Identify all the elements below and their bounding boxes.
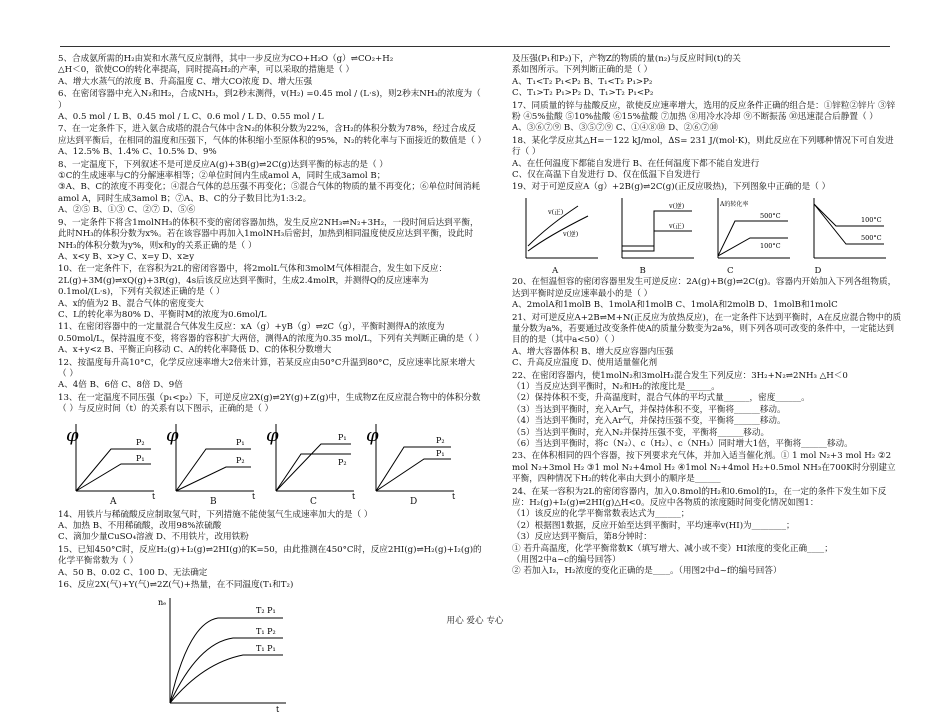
- question-line: （3）当达到平衡时，充入Ar气，并保持体积不变，平衡将______移动。: [512, 404, 786, 415]
- question-line: A、增大容器体积 B、增大反应容器内压强: [512, 346, 674, 357]
- question-line: （6）当达到平衡时，将c（N₂）、c（H₂）、c（NH₃）同时增大1倍，平衡将______移动。: [512, 438, 853, 449]
- question-q24: [512, 487, 902, 578]
- question-q11: [58, 322, 483, 356]
- question-line: 24、在某一容积为2L的密闭容器内，加入0.8mol的H₂和0.6mol的I₂，在一定的条件下发生如下反应：H₂(g)+I₂(g)⇌2HI(g)△H<0。反应中各物质的浓度随时间变化情况如图1：: [512, 486, 887, 508]
- question-line: A、②⑤ B、①③ C、②⑦ D、⑤⑥: [58, 205, 196, 216]
- question-line: ① 若升高温度，化学平衡常数K（填写增大、减小或不变）HI浓度的变化正确____；: [512, 543, 833, 554]
- curve-label-3: T₁ P₁: [256, 644, 276, 654]
- question-q16b: [512, 54, 902, 100]
- question-line: 8、一定温度下，下列叙述不是可逆反应A(g)+3B(g)⇌2C(g)达到平衡的标志的是（ ）: [58, 159, 388, 170]
- question-line: （1）该反应的化学平衡常数表达式为______；: [512, 509, 690, 520]
- question-line: ①C的生成速率与C的分解速率相等；②单位时间内生成amol A，同时生成3amol B；: [58, 171, 386, 182]
- graph-label-bottom: P₁: [436, 448, 445, 458]
- svg-text:φ: φ: [366, 424, 379, 446]
- caption-d: D: [814, 265, 822, 276]
- graph-label-bottom: P₁: [136, 453, 145, 463]
- question-q10: [58, 264, 483, 321]
- question-line: 22、在密闭容器内，使1molN₂和3molH₂混合发生下列反应：3H₂+N₂⇌2NH₃ △H＜0: [512, 370, 848, 381]
- question-q12: [58, 358, 483, 392]
- question-line: C、仅在高温下自发进行 D、仅在低温下自发进行: [512, 170, 701, 181]
- question-q6: [58, 89, 483, 123]
- question-line: A、x<y B、x>y C、x=y D、x≥y: [58, 251, 195, 262]
- q13-graph-c: [266, 419, 356, 507]
- question-line: 10、在一定条件下，在容积为2L的密闭容器中，将2molL气体和3molM气体相混合，发生如下反应：2L(g)+3M(g)⇌xQ(g)+3R(g)，4s后该反应达到平衡时，生成2.4molR，并测得Q的反应速率为0.1mol/(L·s)，下列有关叙述正确的是（ ）: [58, 264, 448, 298]
- header-rule: [60, 46, 890, 47]
- question-line: 12、按温度每升高10°C，化学反应速率增大2倍来计算，若某反应由50°C升温到80°C，反应速率比原来增大（ ）: [58, 357, 475, 379]
- question-line: A、x的值为2 B、混合气体的密度变大: [58, 298, 204, 309]
- svg-text:φ: φ: [66, 424, 79, 446]
- question-line: A、x+y<z B、平衡正向移动 C、A的转化率降低 D、C的体积分数增大: [58, 345, 332, 356]
- graph-label: v(正): [669, 221, 685, 230]
- svg-text:φ: φ: [166, 424, 179, 446]
- question-line: A、增大水蒸气的浓度 B、升高温度 C、增大CO浓度 D、增大压强: [58, 76, 313, 87]
- question-line: 系如图所示。下列判断正确的是（ ）: [512, 65, 653, 76]
- graph-label: 500°C: [760, 211, 781, 220]
- question-q21: [512, 313, 902, 370]
- question-q19: [512, 182, 902, 193]
- svg-text:t: t: [352, 491, 356, 499]
- q16-graph: [158, 593, 288, 713]
- question-line: （用图2中a~c的编号回答）: [512, 555, 621, 566]
- question-line: 16、反应2X(气)+Y(气)⇌2Z(气)+热量，在不同温度(T₁和T₂): [58, 580, 294, 591]
- question-line: 18、某化学反应其△H=－122 kJ/mol，∆S= 231 J/(mol·K)，则此反应在下列哪种情况下可自发进行（ ）: [512, 135, 894, 158]
- right-questions: [512, 54, 902, 194]
- graph-label-top: P₁: [236, 437, 245, 447]
- question-q14: [58, 510, 483, 544]
- question-line: A、在任何温度下都能自发进行 B、在任何温度下都不能自发进行: [512, 158, 760, 169]
- axis-label-y: nₑ: [158, 598, 167, 608]
- q13-graph-a: [66, 419, 156, 507]
- graph-label: v(逆): [563, 229, 579, 238]
- graph-label: 100°C: [760, 241, 781, 250]
- svg-text:t: t: [452, 491, 456, 499]
- question-line: 7、在一定条件下，进入氨合成塔的混合气体中含N₂的体积分数为22%，含H₂的体积分数为78%，经过合成反应达到平衡后，在相同的温度和压强下，气体的体积缩小至原体积的95%，N₂的转化率与下面接近的数值是（ ）: [58, 124, 487, 146]
- question-line: C、T₁>T₂ P₁>P₂ D、T₁>T₂ P₁<P₂: [512, 88, 654, 99]
- question-q18: [512, 136, 902, 182]
- question-line: 21、对可逆反应A+2B⇌M+N(正反应为放热反应)，在一定条件下达到平衡时，A在反应混合物中的质量分数为a%，若要通过改变条件使A的质量分数变为2a%，则下列各项可改变的条件中，一定能达到目的的是（其中a<50）（ ）: [512, 312, 902, 346]
- question-line: 13、在一定温度不同压强（p₁<p₂）下，可逆反应2X(g)⇌2Y(g)+Z(g)中，生成物Z在反应混合物中的体积分数（ ）与反应时间（t）的关系有以下图示，正确的是（ ）: [58, 392, 481, 415]
- svg-text:t: t: [252, 491, 256, 499]
- question-line: ③A、B、C的浓度不再变化；④混合气体的总压强不再变化；⑤混合气体的物质的量不再变化；⑥单位时间消耗amol A，同时生成3amol B；⑦A、B、C的分子数目比为1:3:2。: [58, 182, 481, 204]
- caption-b: B: [639, 265, 646, 276]
- caption-a: A: [552, 265, 559, 276]
- q13-graph-d: [366, 419, 456, 507]
- question-line: 及压强(P₁和P₂)下，产物Z的物质的量(n₂)与反应时间(t)的关: [512, 54, 741, 64]
- svg-text:φ: φ: [266, 424, 279, 446]
- graph-label-bottom: P₂: [236, 455, 245, 465]
- q13-graph-b: [166, 419, 256, 507]
- question-line: A、2molA和1molB B、1molA和1molB C、1molA和2molB D、1molB和1molC: [512, 300, 838, 311]
- question-line: A、T₁<T₂ P₁<P₂ B、T₁<T₂ P₁>P₂: [512, 76, 653, 87]
- question-line: C、升高反应温度 D、使用适量催化剂: [512, 358, 658, 369]
- question-q8: [58, 160, 483, 217]
- question-line: （3）反应达到平衡后，第8分钟时：: [512, 532, 652, 543]
- question-line: 9、一定条件下将含1molNH₃的体积不变的密闭容器加热，发生反应2NH₃⇌N₂+3H₂，一段时间后达到平衡，此时NH₃的体积分数为x%。若在该容器中再加入1molNH₃后密封，加热到相同温度使反应达到平衡，设此时NH₃的体积分数为y%，则x和y的关系正确的是（ ）: [58, 217, 479, 251]
- right-column: [512, 54, 902, 579]
- question-line: A、50 B、0.02 C、100 D、无法确定: [58, 567, 208, 578]
- graph-label: 500°C: [861, 233, 882, 242]
- question-line: （5）当达到平衡时，充入N₂并保持压强不变，平衡将______移动。: [512, 427, 770, 438]
- question-line: ② 若加入I₂，H₂浓度的变化正确的是____。（用图2中d~f的编号回答）: [512, 566, 782, 577]
- question-line: （2）根据图1数据，反应开始至达到平衡时，平均速率v(HI)为________；: [512, 520, 795, 531]
- question-line: 19、对于可逆反应A（g）+2B(g)⇌2C(g)(正反应吸热)，下列图象中正确的是（ ）: [512, 182, 831, 193]
- right-questions-2: [512, 277, 902, 578]
- graph-label-bottom: P₂: [338, 457, 347, 467]
- axis-label-y: A的转化率: [720, 200, 749, 208]
- graph-caption: C: [310, 497, 317, 508]
- question-line: 6、在密闭容器中充入N₂和H₂，合成NH₃，到2秒末测得，v(H₂) =0.45 mol / (L·s)，则2秒末NH₃的浓度为（ ）: [58, 89, 481, 111]
- left-questions: [58, 54, 487, 416]
- page-footer: 用心 爱心 专心: [446, 616, 504, 626]
- question-line: 14、用铁片与稀硫酸反应制取氢气时，下列措施不能使氢气生成速率加大的是（ ）: [58, 509, 373, 520]
- question-line: △H＜0，欲使CO的转化率提高，同时提高H₂的产率，可以采取的措施是（ ）: [58, 65, 355, 76]
- question-line: A、加热 B、不用稀硫酸，改用98%浓硫酸: [58, 521, 222, 531]
- question-line: （4）当达到平衡时，充入Ar气，并保持压强不变，平衡将______移动。: [512, 416, 786, 427]
- question-line: 20、在恒温恒容的密闭容器里发生可逆反应：2A(g)+B(g)⇌2C(g)。容器内开始加入下列各组物质，达到平衡时逆反应速率最小的是（ ）: [512, 277, 897, 299]
- question-line: 5、合成氨所需的H₂由炭和水蒸气反应制得，其中一步反应为CO+H₂O（g）⇌CO₂+H₂: [58, 54, 394, 64]
- q19-graphs: [518, 196, 902, 266]
- question-line: A、12.5% B、1.4% C、10.5% D、9%: [58, 147, 217, 158]
- graph-label-top: P₂: [436, 435, 445, 445]
- question-q9: [58, 218, 483, 264]
- question-q17: [512, 101, 902, 135]
- axis-label-x: t: [276, 705, 280, 714]
- graph-caption: B: [210, 497, 217, 508]
- graph-label: v(逆): [669, 201, 685, 210]
- question-line: 17、同质量的锌与盐酸反应，欲使反应速率增大，选用的反应条件正确的组合是：①锌粒②锌片 ③锌粉 ④5%盐酸 ⑤10%盐酸 ⑥15%盐酸 ⑦加热 ⑧用冷水冷却 ⑨不断振荡 ⑩迅速混合后静置（ ）: [512, 100, 896, 123]
- question-line: 15、已知450°C时，反应H₂(g)+I₂(g)⇌2HI(g)的K=50，由此推测在450°C时，反应2HI(g)⇌H₂(g)+I₂(g)的化学平衡常数为（ ）: [58, 544, 482, 567]
- graph-label-top: P₁: [338, 432, 347, 442]
- q19-graph-a: [518, 196, 600, 266]
- graph-label: v(正): [548, 207, 564, 216]
- graph-caption: A: [110, 497, 117, 508]
- graph-label-top: P₂: [136, 437, 145, 447]
- question-q23: [512, 451, 902, 485]
- graph-label: 100°C: [861, 215, 882, 224]
- q19-captions: [552, 266, 902, 277]
- graph-caption: D: [410, 497, 418, 508]
- question-line: 23、在体积相同的四个容器，按下列要求充气体，并加入适当催化剂。① 1 mol N₂+3 mol H₂ ②2 mol N₂+3mol H₂ ③1 mol N₂+4mol H₂ ④1mol N₂+4mol H₂+0.5mol NH₃在700K时分别建立平衡，四种情况下H₂的转化率由大到小的顺序是______: [512, 451, 896, 485]
- q13-graphs: [66, 419, 483, 507]
- question-line: C、L的转化率为80% D、平衡时M的浓度为0.6mol/L: [58, 309, 267, 320]
- question-line: （1）当反应达到平衡时，N₂和H₂的浓度比是______。: [512, 381, 720, 392]
- question-q5: [58, 54, 483, 88]
- question-q15: [58, 545, 483, 579]
- svg-text:t: t: [152, 491, 156, 499]
- question-line: （2）保持体积不变，升高温度时，混合气体的平均式量______，密度______。: [512, 393, 810, 404]
- question-q22: [512, 371, 902, 451]
- question-q13: [58, 393, 483, 416]
- curve-label-1: T₂ P₁: [256, 606, 276, 616]
- question-line: A、0.5 mol / L B、0.45 mol / L C、0.6 mol / L D、0.55 mol / L: [58, 112, 324, 123]
- question-line: A、4倍 B、6倍 C、8倍 D、9倍: [58, 380, 183, 391]
- question-line: C、滴加少量CuSO₄溶液 D、不用铁片，改用铁粉: [58, 532, 249, 543]
- question-line: A、③⑥⑦⑨ B、③⑤⑦⑨ C、①④⑧⑩ D、②⑥⑦⑩: [512, 123, 719, 134]
- question-q16: [58, 580, 483, 591]
- q19-graph-b: [614, 196, 696, 266]
- left-questions-2: [58, 510, 483, 592]
- question-line: 11、在密闭容器中的一定量混合气体发生反应：xA（g）+yB（g）⇌zC（g），平衡时测得A的浓度为0.50mol/L，保持温度不变，将容器的容积扩大两倍，测得A的浓度为0.35 mol/L，下列有关判断正确的是（ ）: [58, 322, 484, 344]
- question-q20: [512, 277, 902, 311]
- question-q7: [58, 124, 487, 158]
- q19-graph-d: [806, 196, 888, 266]
- curve-label-2: T₁ P₂: [256, 627, 276, 637]
- caption-c: C: [727, 265, 734, 276]
- q19-graph-c: [710, 196, 792, 266]
